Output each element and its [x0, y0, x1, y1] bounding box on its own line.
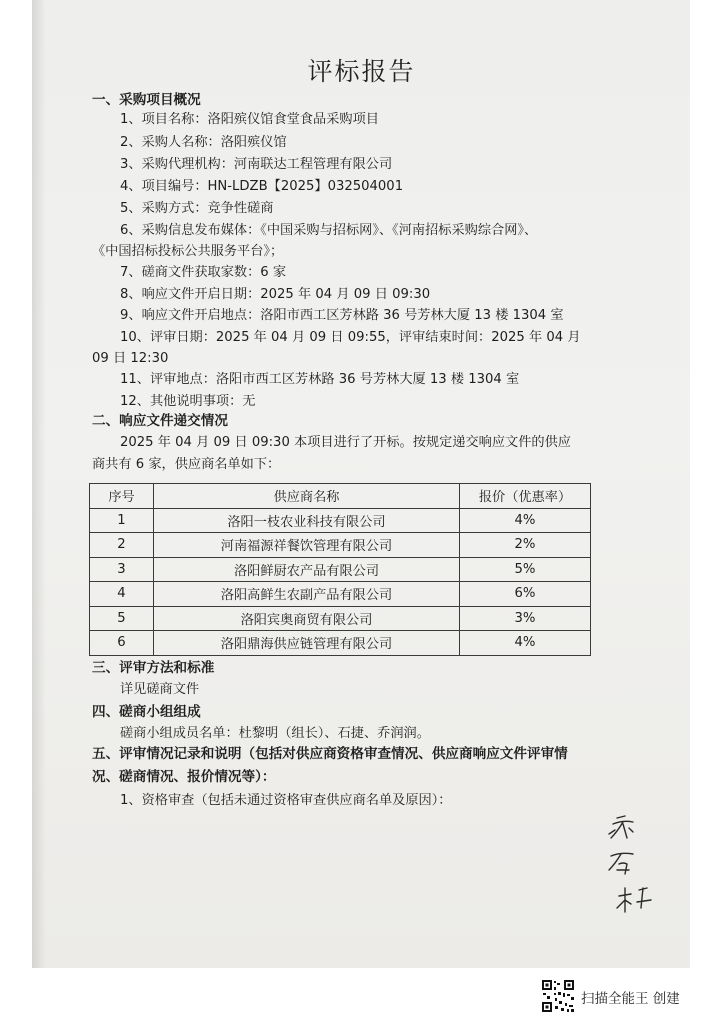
header-quote: 报价（优惠率） [460, 484, 591, 509]
item-project-name: 1、项目名称：洛阳殡仪馆食堂食品采购项目 [120, 112, 379, 127]
item-review-date: 10、评审日期：2025 年 04 月 09 日 09:55，评审结束时间：2025 年 04 月 [120, 330, 581, 345]
table-row [90, 631, 591, 656]
scanner-credit-text: 扫描全能王 创建 [581, 991, 680, 1007]
item-other: 12、其他说明事项：无 [120, 394, 256, 409]
item-project-number: 4、项目编号：HN-LDZB【2025】032504001 [120, 179, 404, 194]
section-5-heading-cont: 况、磋商情况、报价情况等）： [92, 769, 276, 785]
section-5-heading: 五、评审情况记录和说明（包括对供应商资格审查情况、供应商响应文件评审情 [92, 746, 568, 762]
item-agency: 3、采购代理机构：河南联达工程管理有限公司 [120, 157, 393, 172]
row-vendor: 洛阳高鲜生农副产品有限公司 [154, 582, 460, 607]
row-index: 5 [90, 606, 154, 631]
table-header-row [90, 484, 591, 509]
row-vendor: 洛阳一枝农业科技有限公司 [154, 508, 460, 533]
row-index: 3 [90, 557, 154, 582]
row-index: 1 [90, 508, 154, 533]
section-4-heading: 四、磋商小组组成 [92, 704, 201, 720]
item-media-cont: 《中国招标投标公共服务平台》； [92, 244, 284, 259]
item-opening-date: 8、响应文件开启日期：2025 年 04 月 09 日 09:30 [120, 287, 431, 302]
item-review-location: 11、评审地点：洛阳市西工区芳林路 36 号芳林大厦 13 楼 1304 室 [120, 372, 520, 387]
row-index: 4 [90, 582, 154, 607]
section-1-heading: 一、采购项目概况 [92, 92, 201, 108]
table-row [90, 582, 591, 607]
row-quote: 2% [460, 533, 591, 558]
table-row [90, 533, 591, 558]
item-procurement-method: 5、采购方式：竞争性磋商 [120, 201, 274, 216]
page-edge-shadow [32, 0, 46, 968]
section-4-text: 磋商小组成员名单：杜黎明（组长）、石捷、乔润润。 [120, 726, 430, 741]
section-3-heading: 三、评审方法和标准 [92, 660, 215, 676]
section-2-paragraph-cont: 商共有 6 家，供应商名单如下： [92, 457, 281, 472]
row-quote: 3% [460, 606, 591, 631]
row-index: 6 [90, 631, 154, 656]
row-vendor: 洛阳宾奥商贸有限公司 [154, 606, 460, 631]
row-index: 2 [90, 533, 154, 558]
section-2-heading: 二、响应文件递交情况 [92, 413, 228, 429]
item-opening-location: 9、响应文件开启地点：洛阳市西工区芳林路 36 号芳林大厦 13 楼 1304 室 [120, 308, 564, 323]
item-media: 6、采购信息发布媒体：《中国采购与招标网》、《河南招标采购综合网》、 [120, 223, 538, 238]
row-vendor: 河南福源祥餐饮管理有限公司 [154, 533, 460, 558]
row-vendor: 洛阳鲜厨农产品有限公司 [154, 557, 460, 582]
table-row [90, 606, 591, 631]
handwritten-signature [603, 808, 663, 918]
header-index: 序号 [90, 484, 154, 509]
item-purchaser: 2、采购人名称：洛阳殡仪馆 [120, 135, 287, 150]
section-5-item-1: 1、资格审查（包括未通过资格审查供应商名单及原因）： [120, 793, 452, 808]
scanner-watermark [541, 979, 716, 1013]
header-vendor-name: 供应商名称 [154, 484, 460, 509]
row-quote: 6% [460, 582, 591, 607]
document-title: 评标报告 [307, 57, 416, 86]
row-vendor: 洛阳鼎海供应链管理有限公司 [154, 631, 460, 656]
row-quote: 4% [460, 508, 591, 533]
table-row [90, 508, 591, 533]
vendor-table [89, 483, 591, 656]
section-3-text: 详见磋商文件 [120, 682, 200, 697]
row-quote: 5% [460, 557, 591, 582]
table-row [90, 557, 591, 582]
item-file-count: 7、磋商文件获取家数：6 家 [120, 265, 287, 280]
row-quote: 4% [460, 631, 591, 656]
section-2-paragraph: 2025 年 04 月 09 日 09:30 本项目进行了开标。按规定递交响应文件的供应 [120, 435, 571, 450]
qr-code-icon [541, 979, 575, 1013]
item-review-date-cont: 09 日 12:30 [92, 351, 169, 366]
